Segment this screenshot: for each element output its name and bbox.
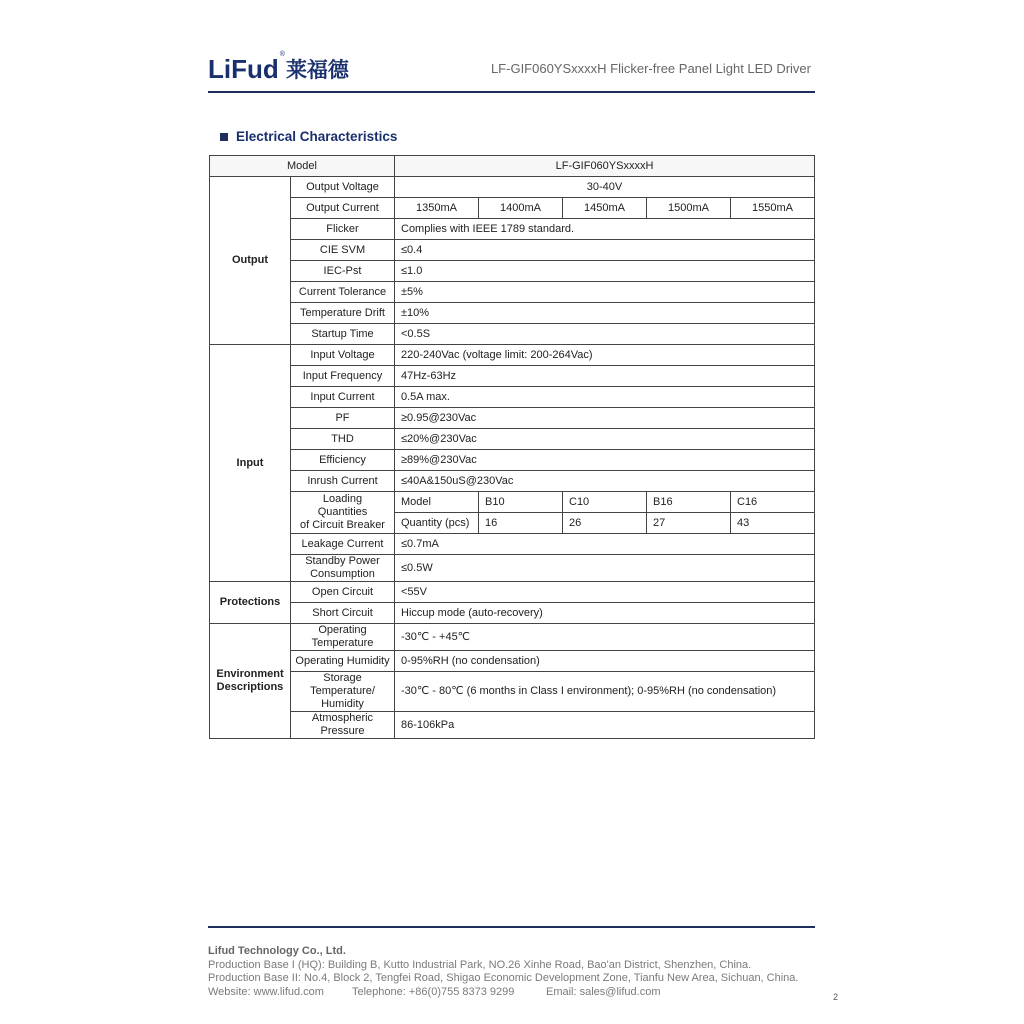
- group-output: Output: [210, 177, 291, 345]
- breaker-quantity-label: Quantity (pcs): [395, 513, 479, 534]
- page-number: 2: [832, 992, 838, 1002]
- breaker-model: C16: [731, 492, 815, 513]
- breaker-model: C10: [563, 492, 647, 513]
- param-value: ≤20%@230Vac: [395, 429, 815, 450]
- param-value: 0-95%RH (no condensation): [395, 651, 815, 672]
- table-row: [210, 303, 815, 324]
- param-value: ≤0.5W: [395, 555, 815, 582]
- current-option: 1450mA: [563, 198, 647, 219]
- table-row: [210, 282, 815, 303]
- table-row: [210, 582, 815, 603]
- breaker-quantity: 27: [647, 513, 731, 534]
- param-label: CIE SVM: [291, 240, 395, 261]
- table-row: [210, 240, 815, 261]
- document-title: LF-GIF060YSxxxxH Flicker-free Panel Light LED Driver: [490, 61, 811, 76]
- breaker-label: [291, 492, 395, 534]
- param-value: ≤0.7mA: [395, 534, 815, 555]
- label-line: Temperature/: [310, 685, 375, 697]
- production-base-2: Production Base II: No.4, Block 2, Tengfei Road, Shigao Economic Development Zone, Tianfu New Area, Sichuan, China.: [208, 972, 799, 985]
- param-value: -30℃ - +45℃: [395, 624, 815, 651]
- param-label: Output Current: [291, 198, 395, 219]
- current-option: 1350mA: [395, 198, 479, 219]
- param-value: 220-240Vac (voltage limit: 200-264Vac): [395, 345, 815, 366]
- table-row: [210, 651, 815, 672]
- current-option: 1500mA: [647, 198, 731, 219]
- label-line: Temperature: [311, 637, 374, 649]
- group-protections: Protections: [210, 582, 291, 624]
- param-label: Operating Humidity: [291, 651, 395, 672]
- table-row: [210, 261, 815, 282]
- param-value: 86-106kPa: [395, 712, 815, 739]
- table-row: [210, 324, 815, 345]
- breaker-model-label: Model: [395, 492, 479, 513]
- telephone-text: Telephone: +86(0)755 8373 9299: [352, 985, 515, 998]
- param-label: PF: [291, 408, 395, 429]
- table-row: [210, 492, 815, 513]
- table-row: [210, 219, 815, 240]
- breaker-quantity: 43: [731, 513, 815, 534]
- contact-line: [208, 986, 798, 1000]
- param-value: Complies with IEEE 1789 standard.: [395, 219, 815, 240]
- footer: [208, 945, 798, 999]
- header-divider: [208, 91, 815, 93]
- param-label: [291, 624, 395, 651]
- param-label: Open Circuit: [291, 582, 395, 603]
- table-row: [210, 712, 815, 739]
- param-label: Current Tolerance: [291, 282, 395, 303]
- param-value: ≤1.0: [395, 261, 815, 282]
- lifud-logo: [208, 52, 349, 82]
- breaker-model: B10: [479, 492, 563, 513]
- param-label: Input Voltage: [291, 345, 395, 366]
- table-row: [210, 345, 815, 366]
- table-row: [210, 471, 815, 492]
- param-value: <55V: [395, 582, 815, 603]
- param-label: Output Voltage: [291, 177, 395, 198]
- breaker-quantity: 16: [479, 513, 563, 534]
- param-value: 0.5A max.: [395, 387, 815, 408]
- param-value: ±10%: [395, 303, 815, 324]
- breaker-model: B16: [647, 492, 731, 513]
- section-heading: [220, 129, 397, 144]
- param-label: Inrush Current: [291, 471, 395, 492]
- label-line: Humidity: [321, 698, 364, 710]
- logo-chinese-name: 莱福德: [285, 58, 349, 82]
- table-row-model: [210, 156, 815, 177]
- label-line: Storage: [323, 672, 362, 684]
- param-label: IEC-Pst: [291, 261, 395, 282]
- param-value: ≥89%@230Vac: [395, 450, 815, 471]
- label-line: Consumption: [310, 568, 375, 580]
- breaker-quantity: 26: [563, 513, 647, 534]
- website-text: Website: www.lifud.com: [208, 985, 324, 998]
- param-value: 30-40V: [395, 177, 815, 198]
- table-row: [210, 534, 815, 555]
- table-row: [210, 672, 815, 712]
- logo-wordmark: LiFud: [208, 54, 279, 84]
- footer-divider: [208, 926, 815, 928]
- registered-mark: ®: [279, 51, 285, 58]
- param-label: [291, 555, 395, 582]
- param-value: ≤40A&150uS@230Vac: [395, 471, 815, 492]
- param-label: Short Circuit: [291, 603, 395, 624]
- current-option: 1400mA: [479, 198, 563, 219]
- table-row: [210, 366, 815, 387]
- company-name: Lifud Technology Co., Ltd.: [208, 945, 346, 957]
- current-option: 1550mA: [731, 198, 815, 219]
- breaker-label-line: of Circuit Breaker: [300, 519, 385, 531]
- param-label: Input Frequency: [291, 366, 395, 387]
- param-value: <0.5S: [395, 324, 815, 345]
- param-value: ≥0.95@230Vac: [395, 408, 815, 429]
- table-row: [210, 408, 815, 429]
- group-environment: Environment Descriptions: [210, 624, 291, 739]
- param-value: -30℃ - 80℃ (6 months in Class I environment); 0-95%RH (no condensation): [395, 672, 815, 712]
- model-label: Model: [210, 156, 395, 177]
- param-value: ≤0.4: [395, 240, 815, 261]
- table-row: [210, 387, 815, 408]
- table-row: [210, 198, 815, 219]
- param-value: ±5%: [395, 282, 815, 303]
- label-line: Pressure: [320, 725, 365, 737]
- param-label: Flicker: [291, 219, 395, 240]
- electrical-characteristics-table: [209, 155, 815, 739]
- table-row: [210, 603, 815, 624]
- param-label: [291, 712, 395, 739]
- param-label: Startup Time: [291, 324, 395, 345]
- table-row: [210, 450, 815, 471]
- param-label: [291, 672, 395, 712]
- bullet-square-icon: [220, 133, 228, 141]
- breaker-label-line: Loading Quantities: [317, 493, 368, 518]
- group-input: Input: [210, 345, 291, 582]
- param-label: THD: [291, 429, 395, 450]
- param-label: Input Current: [291, 387, 395, 408]
- table-row: [210, 624, 815, 651]
- table-row: [210, 177, 815, 198]
- section-title: Electrical Characteristics: [236, 129, 398, 144]
- table-row: [210, 429, 815, 450]
- model-value: LF-GIF060YSxxxxH: [395, 156, 815, 177]
- label-line: Operating: [318, 624, 367, 636]
- param-value: Hiccup mode (auto-recovery): [395, 603, 815, 624]
- param-label: Efficiency: [291, 450, 395, 471]
- label-line: Standby Power: [305, 555, 380, 567]
- param-value: 47Hz-63Hz: [395, 366, 815, 387]
- table-row: [210, 555, 815, 582]
- param-label: Leakage Current: [291, 534, 395, 555]
- label-line: Atmospheric: [311, 712, 374, 724]
- param-label: Temperature Drift: [291, 303, 395, 324]
- production-base-1: Production Base I (HQ): Building B, Kutto Industrial Park, NO.26 Xinhe Road, Bao'an District, Shenzhen, China.: [208, 958, 752, 971]
- email-text: Email: sales@lifud.com: [546, 985, 661, 998]
